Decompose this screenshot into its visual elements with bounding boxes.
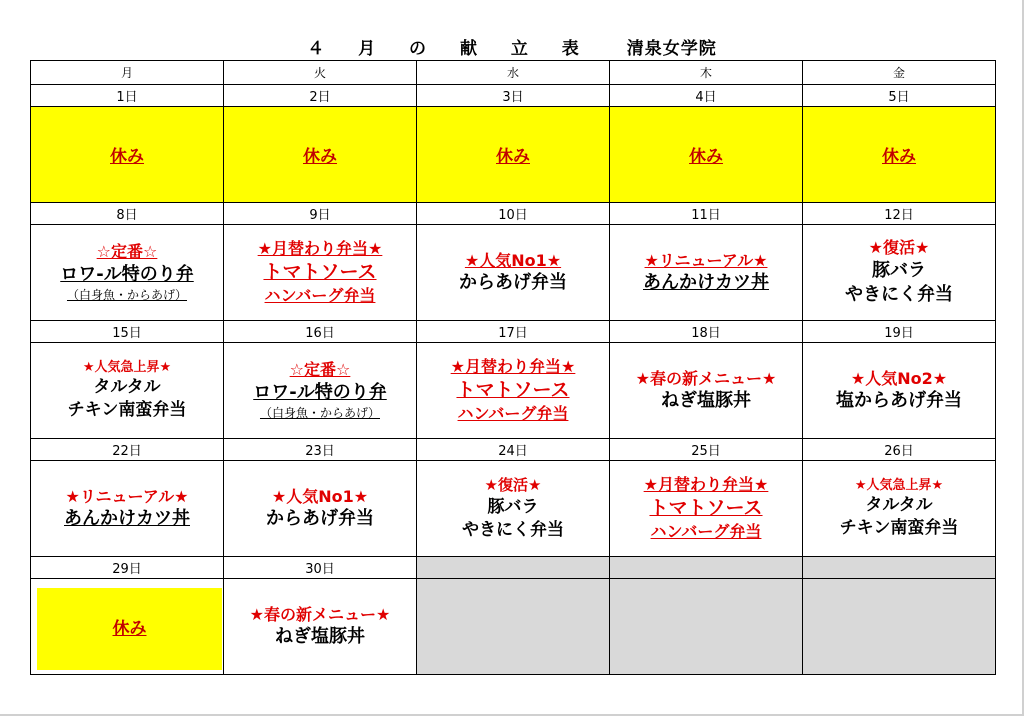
date-row <box>31 439 996 461</box>
date-cell: 10日 <box>417 203 610 225</box>
meal-tag: ★春の新メニュー★ <box>249 604 391 624</box>
meal-name: ねぎ塩豚丼 <box>275 626 365 648</box>
weekday-header-row <box>31 61 996 85</box>
meal-tag: ★月替わり弁当★ <box>257 239 383 259</box>
meal-name: ハンバーグ弁当 <box>457 404 569 424</box>
meal-cell <box>803 461 996 557</box>
holiday-label: 休み <box>689 147 723 167</box>
date-cell: 23日 <box>224 439 417 461</box>
meal-cell <box>610 461 803 557</box>
meal-name: からあげ弁当 <box>459 272 567 294</box>
date-cell: 29日 <box>31 557 224 579</box>
holiday-box <box>37 588 222 670</box>
date-cell: 15日 <box>31 321 224 343</box>
meal-tag: ★春の新メニュー★ <box>635 368 777 388</box>
date-row <box>31 85 996 107</box>
meal-row <box>31 107 996 203</box>
meal-row <box>31 343 996 439</box>
meal-cell <box>803 343 996 439</box>
holiday-cell <box>610 107 803 203</box>
empty-cell <box>803 579 996 675</box>
meal-name: チキン南蛮弁当 <box>67 400 187 421</box>
meal-tag: ★復活★ <box>868 238 930 258</box>
meal-tag: ★人気No1★ <box>464 250 562 270</box>
meal-cell <box>610 343 803 439</box>
weekday-header: 水 <box>417 61 610 85</box>
meal-tag: ★人気急上昇★ <box>854 477 944 493</box>
meal-cell <box>224 225 417 321</box>
date-row <box>31 557 996 579</box>
meal-cell <box>417 461 610 557</box>
date-cell: 18日 <box>610 321 803 343</box>
school-name: 清泉女学院 <box>626 39 717 59</box>
date-cell: 1日 <box>31 85 224 107</box>
empty-cell <box>417 579 610 675</box>
meal-name: ロワ-ル特のり弁 <box>253 382 387 404</box>
meal-name: トマトソース <box>649 496 763 519</box>
empty-date-cell <box>803 557 996 579</box>
meal-cell <box>417 343 610 439</box>
holiday-label: 休み <box>303 147 337 167</box>
meal-name: 豚バラ <box>872 260 926 281</box>
weekday-header: 火 <box>224 61 417 85</box>
meal-name: 塩からあげ弁当 <box>836 390 962 412</box>
meal-name: タルタル <box>865 495 933 516</box>
meal-name: やきにく弁当 <box>845 284 953 306</box>
date-cell: 9日 <box>224 203 417 225</box>
date-cell: 22日 <box>31 439 224 461</box>
meal-name: チキン南蛮弁当 <box>839 518 959 539</box>
meal-name: トマトソース <box>456 378 570 401</box>
meal-name: タルタル <box>93 377 161 398</box>
holiday-label: 休み <box>110 147 144 167</box>
date-cell: 11日 <box>610 203 803 225</box>
meal-row <box>31 225 996 321</box>
meal-tag: ★復活★ <box>484 476 542 495</box>
date-cell: 3日 <box>417 85 610 107</box>
meal-name: からあげ弁当 <box>266 508 374 530</box>
holiday-cell <box>803 107 996 203</box>
meal-tag: ★月替わり弁当★ <box>643 475 769 495</box>
meal-tag: ★リニューアル★ <box>644 250 768 270</box>
meal-note: （白身魚・からあげ） <box>66 288 187 303</box>
empty-date-cell <box>417 557 610 579</box>
meal-tag: ★人気No2★ <box>850 368 948 388</box>
menu-calendar-table <box>30 60 996 675</box>
weekday-header: 木 <box>610 61 803 85</box>
holiday-cell <box>31 107 224 203</box>
meal-name: ねぎ塩豚丼 <box>661 390 751 412</box>
meal-cell <box>31 343 224 439</box>
weekday-header: 金 <box>803 61 996 85</box>
meal-row <box>31 579 996 675</box>
meal-tag: ★人気急上昇★ <box>82 359 172 375</box>
date-cell: 16日 <box>224 321 417 343</box>
date-cell: 24日 <box>417 439 610 461</box>
holiday-cell <box>31 579 224 675</box>
meal-cell <box>224 579 417 675</box>
weekday-header: 月 <box>31 61 224 85</box>
meal-tag: ☆定番☆ <box>289 360 351 380</box>
meal-name: ハンバーグ弁当 <box>264 286 376 306</box>
date-cell: 2日 <box>224 85 417 107</box>
meal-cell <box>224 343 417 439</box>
date-cell: 8日 <box>31 203 224 225</box>
meal-cell <box>224 461 417 557</box>
meal-name: やきにく弁当 <box>462 519 564 540</box>
meal-note: （白身魚・からあげ） <box>259 406 380 421</box>
date-cell: 4日 <box>610 85 803 107</box>
holiday-cell <box>224 107 417 203</box>
meal-cell <box>31 461 224 557</box>
meal-name: 豚バラ <box>487 496 539 517</box>
date-cell: 17日 <box>417 321 610 343</box>
meal-tag: ★人気No1★ <box>271 486 369 506</box>
meal-cell <box>417 225 610 321</box>
meal-cell <box>610 225 803 321</box>
meal-row <box>31 461 996 557</box>
empty-date-cell <box>610 557 803 579</box>
date-cell: 26日 <box>803 439 996 461</box>
meal-name: ハンバーグ弁当 <box>650 522 762 542</box>
date-cell: 19日 <box>803 321 996 343</box>
empty-cell <box>610 579 803 675</box>
holiday-label: 休み <box>496 147 530 167</box>
date-cell: 12日 <box>803 203 996 225</box>
date-cell: 30日 <box>224 557 417 579</box>
meal-cell <box>803 225 996 321</box>
date-cell: 25日 <box>610 439 803 461</box>
holiday-cell <box>417 107 610 203</box>
meal-tag: ☆定番☆ <box>96 242 158 262</box>
date-row <box>31 203 996 225</box>
holiday-label: 休み <box>882 147 916 167</box>
meal-name: トマトソース <box>263 260 377 283</box>
page-title <box>0 34 1024 58</box>
meal-name: あんかけカツ丼 <box>64 508 190 530</box>
date-row <box>31 321 996 343</box>
meal-tag: ★リニューアル★ <box>65 486 189 506</box>
meal-name: あんかけカツ丼 <box>643 272 769 294</box>
holiday-label: 休み <box>112 618 147 639</box>
meal-tag: ★月替わり弁当★ <box>450 357 576 377</box>
menu-title: ４ 月 の 献 立 表 <box>307 39 593 59</box>
meal-name: ロワ-ル特のり弁 <box>60 264 194 286</box>
meal-cell <box>31 225 224 321</box>
date-cell: 5日 <box>803 85 996 107</box>
